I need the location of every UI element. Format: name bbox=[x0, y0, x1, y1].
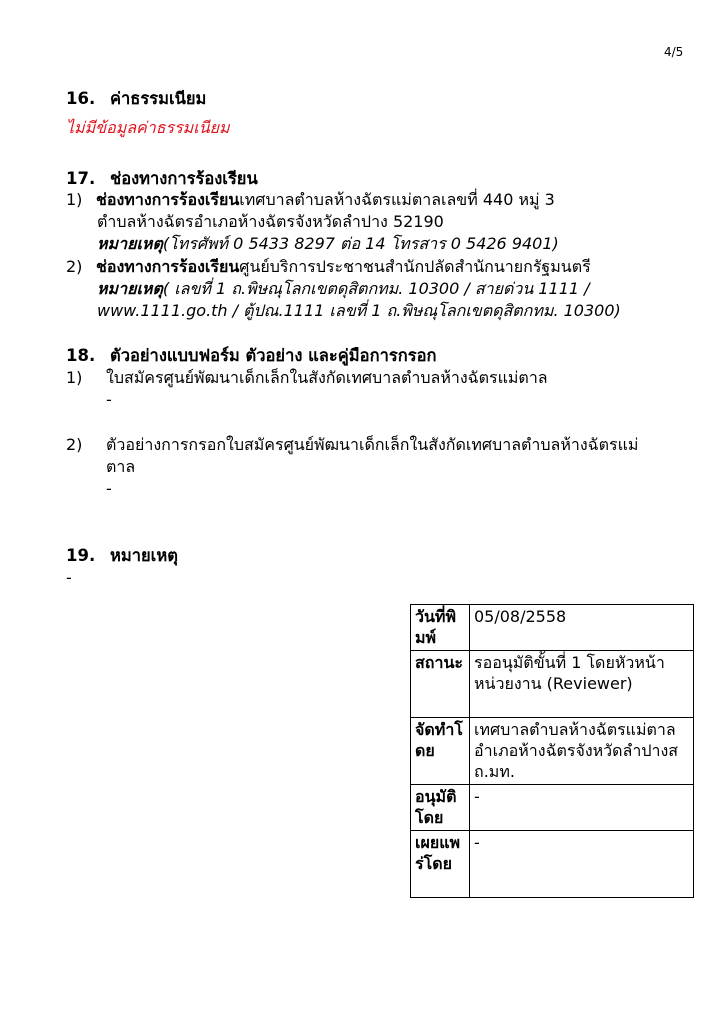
note-text: (โทรศัพท์ 0 5433 8297 ต่อ 14 โทรสาร 0 5426 9401) bbox=[162, 234, 559, 253]
form-item-1-dash: - bbox=[106, 390, 112, 409]
channel-address: ศูนย์บริการประชาชนสำนักปลัดสำนักนายกรัฐมนตรี bbox=[239, 257, 591, 276]
item-number: 2) bbox=[66, 257, 83, 276]
channel-2-note bbox=[97, 278, 590, 300]
document-status-table bbox=[410, 604, 694, 898]
form-item-text: ใบสมัครศูนย์พัฒนาเด็กเล็กในสังกัดเทศบาลตำบลห้างฉัตรแม่ตาล bbox=[106, 368, 548, 387]
print-date-label: วันที่พิมพ์ bbox=[411, 605, 470, 651]
form-item-2 bbox=[66, 434, 638, 456]
published-by-value: - bbox=[470, 831, 694, 898]
prepared-by-value: เทศบาลตำบลห้างฉัตรแม่ตาล อำเภอห้างฉัตรจังหวัดลำปางส ถ.มท. bbox=[470, 718, 694, 785]
section-18-title: ตัวอย่างแบบฟอร์ม ตัวอย่าง และคู่มือการกรอก bbox=[110, 346, 437, 365]
table-row bbox=[411, 605, 694, 651]
table-row bbox=[411, 831, 694, 898]
section-17-number: 17. bbox=[66, 169, 96, 188]
approved-by-value: - bbox=[470, 785, 694, 831]
remarks-dash: - bbox=[66, 568, 72, 587]
form-item-text: ตัวอย่างการกรอกใบสมัครศูนย์พัฒนาเด็กเล็กในสังกัดเทศบาลตำบลห้างฉัตรแม่ bbox=[106, 435, 639, 454]
table-row bbox=[411, 718, 694, 785]
status-label: สถานะ bbox=[411, 651, 470, 718]
complaint-channel-1 bbox=[66, 189, 555, 211]
approved-by-label: อนุมัติโดย bbox=[411, 785, 470, 831]
section-19-title: หมายเหตุ bbox=[110, 546, 178, 565]
item-number: 2) bbox=[66, 435, 83, 454]
section-16-number: 16. bbox=[66, 89, 96, 108]
published-by-label: เผยแพร่โดย bbox=[411, 831, 470, 898]
note-label: หมายเหตุ bbox=[97, 234, 163, 253]
fee-note: ไม่มีข้อมูลค่าธรรมเนียม bbox=[66, 118, 230, 137]
section-17-heading bbox=[66, 168, 258, 190]
channel-label: ช่องทางการร้องเรียน bbox=[96, 190, 240, 209]
channel-1-address-line-2: ตำบลห้างฉัตรอำเภอห้างฉัตรจังหวัดลำปาง 52190 bbox=[97, 212, 444, 231]
print-date-value: 05/08/2558 bbox=[470, 605, 694, 651]
item-number: 1) bbox=[66, 190, 83, 209]
channel-label: ช่องทางการร้องเรียน bbox=[96, 257, 240, 276]
channel-1-note bbox=[97, 233, 559, 255]
form-item-2-text-line-2: ตาล bbox=[106, 457, 136, 476]
form-item-1 bbox=[66, 367, 548, 389]
prepared-by-label: จัดทำโดย bbox=[411, 718, 470, 785]
note-label: หมายเหตุ bbox=[97, 279, 163, 298]
section-16-heading bbox=[66, 88, 206, 110]
status-value: รออนุมัติขั้นที่ 1 โดยหัวหน้าหน่วยงาน (Reviewer) bbox=[470, 651, 694, 718]
page-number: 4/5 bbox=[664, 45, 684, 59]
table-row bbox=[411, 651, 694, 718]
complaint-channel-2 bbox=[66, 256, 591, 278]
section-19-number: 19. bbox=[66, 546, 96, 565]
section-18-number: 18. bbox=[66, 346, 96, 365]
note-text: ( เลขที่ 1 ถ.พิษณุโลกเขตดุสิตกทม. 10300 / สายด่วน 1111 / bbox=[162, 279, 590, 298]
section-19-heading bbox=[66, 545, 178, 567]
channel-address: เทศบาลตำบลห้างฉัตรแม่ตาลเลขที่ 440 หมู่ 3 bbox=[239, 190, 555, 209]
item-number: 1) bbox=[66, 368, 83, 387]
table-row bbox=[411, 785, 694, 831]
section-18-heading bbox=[66, 345, 436, 367]
form-item-2-dash: - bbox=[106, 479, 112, 498]
section-16-title: ค่าธรรมเนียม bbox=[110, 89, 207, 108]
section-17-title: ช่องทางการร้องเรียน bbox=[110, 169, 258, 188]
channel-2-note-line-2: www.1111.go.th / ตู้ปณ.1111 เลขที่ 1 ถ.พิษณุโลกเขตดุสิตกทม. 10300) bbox=[97, 301, 621, 320]
